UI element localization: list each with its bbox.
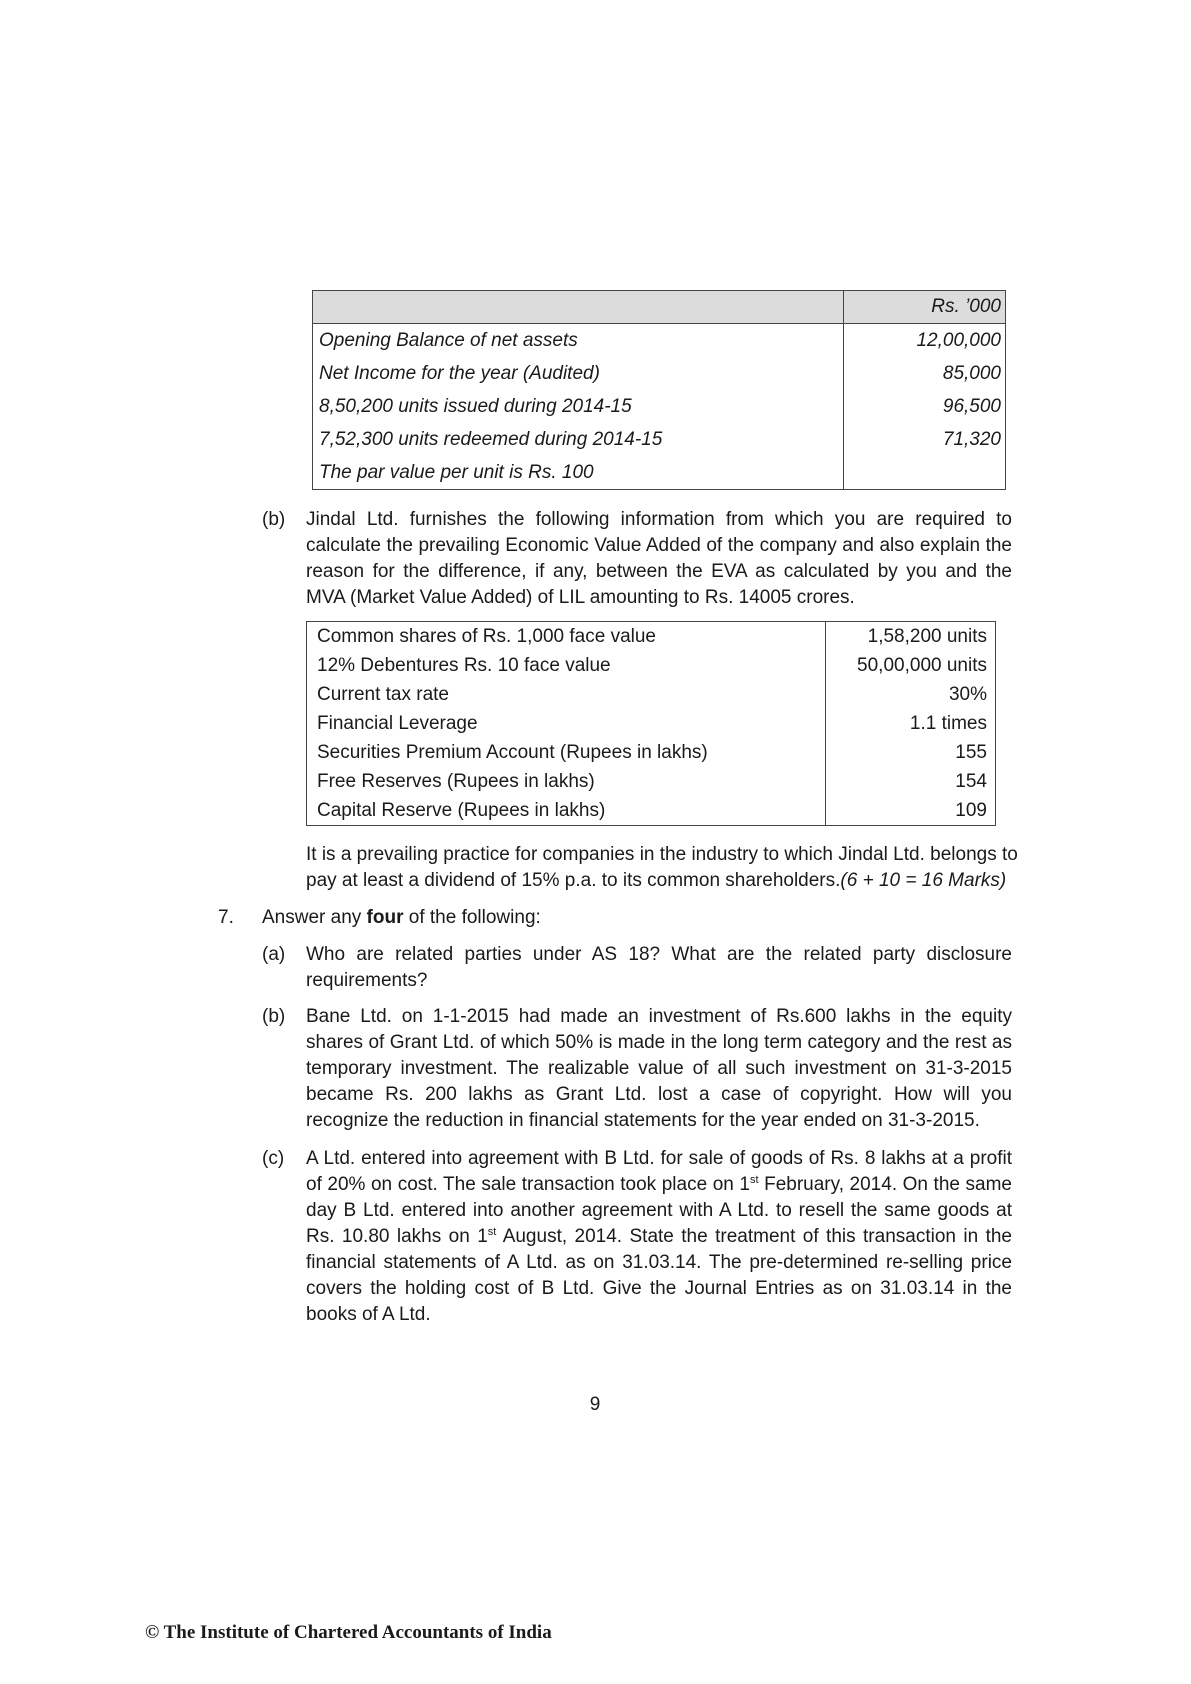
row-value: 12,00,000	[844, 324, 1006, 358]
net-assets-table	[312, 290, 1006, 490]
q6b-note-text: It is a prevailing practice for companies in the industry to which Jindal Ltd. belongs to pay at least a dividend of 15% p.a. to its common shareholders.	[306, 844, 1018, 891]
row-label: Free Reserves (Rupees in lakhs)	[307, 767, 826, 796]
row-value: 50,00,000 units	[826, 651, 996, 680]
table-row	[307, 680, 996, 709]
q7c-text-2: February, 2014. On the same day B Ltd. entered into another agreement with A Ltd. to resell the same goods at Rs. 10.80 lakhs on 1	[306, 1174, 1012, 1247]
row-label: Common shares of Rs. 1,000 face value	[307, 622, 826, 652]
row-label: Current tax rate	[307, 680, 826, 709]
q7-intro	[262, 905, 1002, 931]
q6b-note	[306, 842, 1026, 894]
row-value: 30%	[826, 680, 996, 709]
table-header-empty	[313, 291, 844, 324]
row-label: Securities Premium Account (Rupees in lakhs)	[307, 738, 826, 767]
row-label: Opening Balance of net assets	[313, 324, 844, 358]
table-row	[307, 738, 996, 767]
table-row	[307, 767, 996, 796]
q7c-sup-2: st	[487, 1226, 497, 1238]
row-label: 12% Debentures Rs. 10 face value	[307, 651, 826, 680]
q7c-label: (c)	[262, 1148, 285, 1169]
table-row	[313, 390, 1006, 423]
q7-intro-bold: four	[366, 907, 404, 928]
table-row	[313, 357, 1006, 390]
table-row	[307, 622, 996, 652]
table-header-row	[313, 291, 1006, 324]
table-header-unit: Rs. ’000	[844, 291, 1006, 324]
row-label: 7,52,300 units redeemed during 2014-15	[313, 423, 844, 456]
q7-number: 7.	[218, 907, 234, 928]
table-row	[313, 456, 1006, 490]
table-row	[313, 324, 1006, 358]
row-value: 1.1 times	[826, 709, 996, 738]
q7-intro-pre: Answer any	[262, 907, 367, 928]
jindal-data-table	[306, 621, 996, 826]
q7-intro-post: of the following:	[403, 907, 541, 928]
row-label: Net Income for the year (Audited)	[313, 357, 844, 390]
q7c-sup-1: st	[749, 1174, 759, 1186]
row-value	[844, 456, 1006, 490]
page-number: 9	[589, 1394, 601, 1415]
table-row	[313, 423, 1006, 456]
q6b-label: (b)	[262, 509, 286, 530]
row-label: Capital Reserve (Rupees in lakhs)	[307, 796, 826, 826]
row-label: 8,50,200 units issued during 2014-15	[313, 390, 844, 423]
row-value: 109	[826, 796, 996, 826]
q7b-text: Bane Ltd. on 1-1-2015 had made an investment of Rs.600 lakhs in the equity shares of Grant Ltd. of which 50% is made in the long term category and the rest as temporary investment. The realizable value of all such investment on 31-3-2015 became Rs. 200 lakhs as Grant Ltd. lost a case of copyright. How will you recognize the reduction in financial statements for the year ended on 31-3-2015.	[306, 1006, 1012, 1131]
q6b-text: Jindal Ltd. furnishes the following information from which you are required to calculate the prevailing Economic Value Added of the company and also explain the reason for the difference, if any, between the EVA as calculated by you and the MVA (Market Value Added) of LIL amounting to Rs. 14005 crores.	[306, 509, 1012, 608]
table-row	[307, 709, 996, 738]
row-value: 1,58,200 units	[826, 622, 996, 652]
q6b-marks: (6 + 10 = 16 Marks)	[840, 870, 1007, 891]
row-value: 85,000	[844, 357, 1006, 390]
row-label: The par value per unit is Rs. 100	[313, 456, 844, 490]
q7c-text	[306, 1146, 1012, 1328]
q7a-label: (a)	[262, 944, 286, 965]
row-label: Financial Leverage	[307, 709, 826, 738]
footer-copyright: © The Institute of Chartered Accountants of India	[145, 1622, 552, 1643]
table-row	[307, 651, 996, 680]
row-value: 96,500	[844, 390, 1006, 423]
q7a-text: Who are related parties under AS 18? What are the related party disclosure requirements?	[306, 944, 1012, 991]
table-row	[307, 796, 996, 826]
q7c-text-3: August, 2014. State the treatment of this transaction in the financial statements of A Ltd. as on 31.03.14. The pre-determined re-selling price covers the holding cost of B Ltd. Give the Journal Entries as on 31.03.14 in the books of A Ltd.	[306, 1226, 1012, 1325]
q7b-label: (b)	[262, 1006, 286, 1027]
row-value: 155	[826, 738, 996, 767]
row-value: 154	[826, 767, 996, 796]
q7c-text-1: A Ltd. entered into agreement with B Ltd. for sale of goods of Rs. 8 lakhs at a profit of 20% on cost. The sale transaction took place on 1	[306, 1148, 1012, 1195]
row-value: 71,320	[844, 423, 1006, 456]
